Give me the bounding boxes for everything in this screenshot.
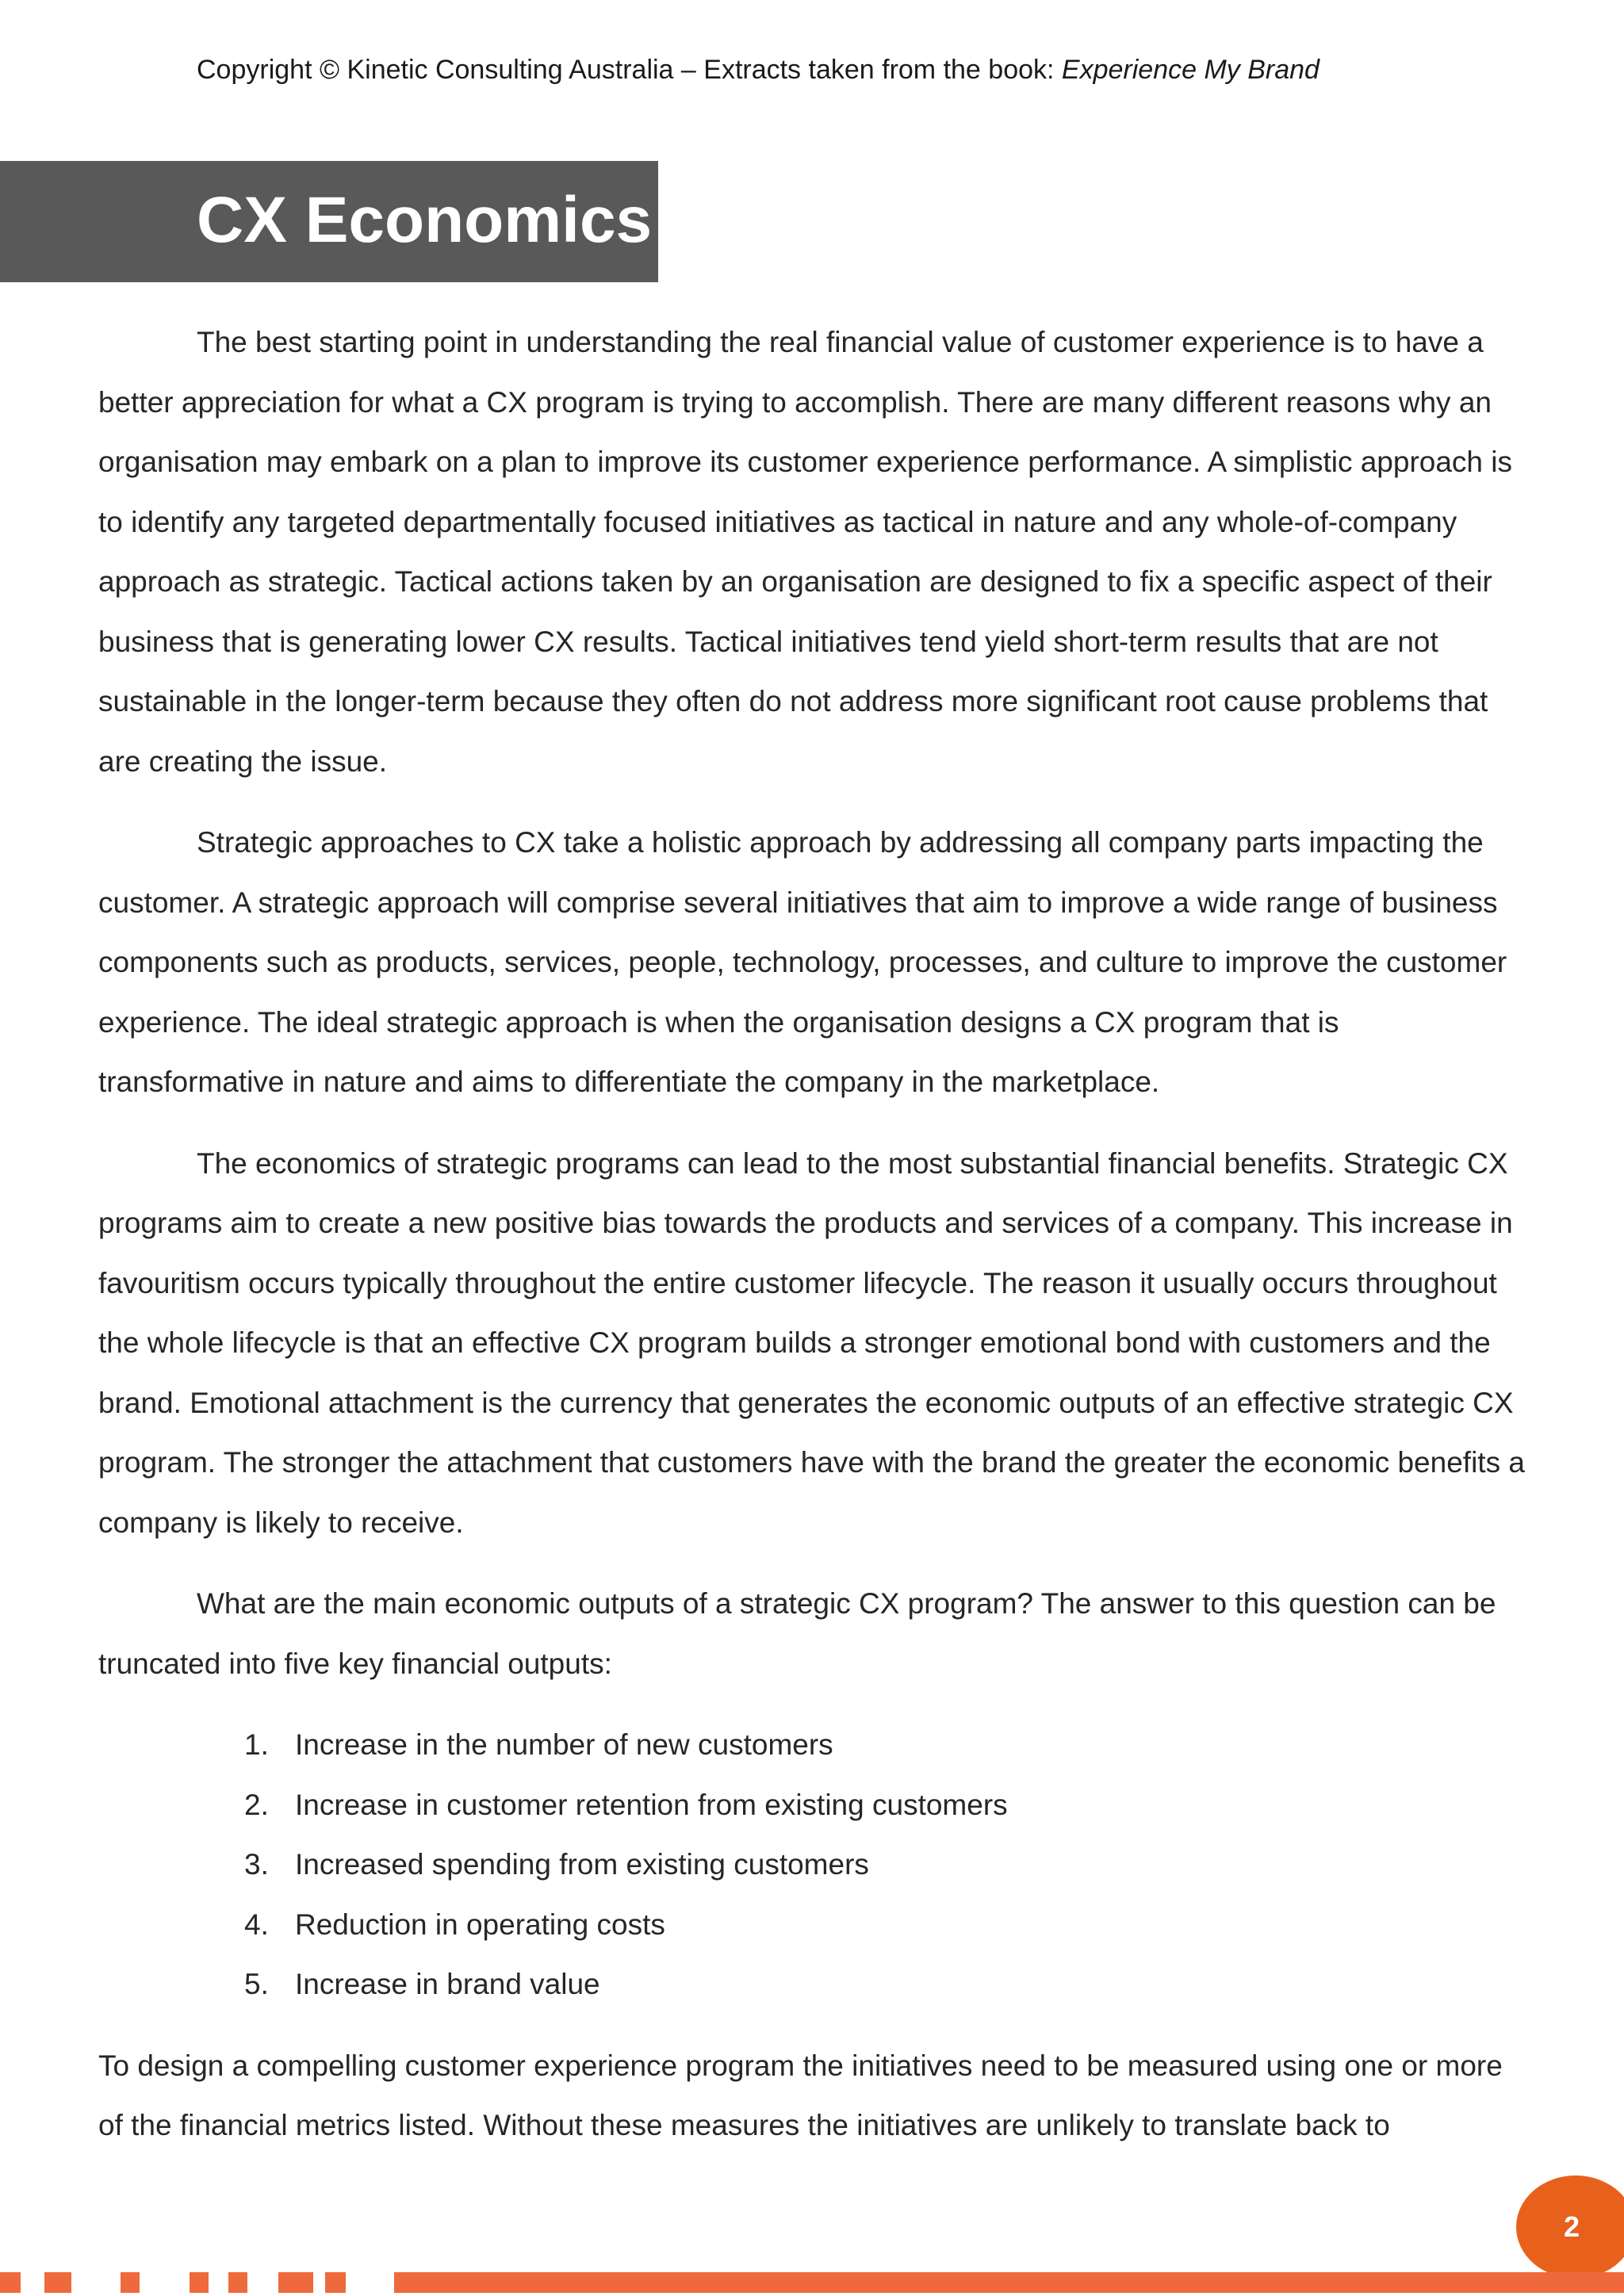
list-item: [98, 1835, 1526, 1895]
page-number-badge: [1516, 2175, 1624, 2279]
footer-bar-segment: [278, 2272, 313, 2293]
section-title: CX Economics: [197, 184, 653, 256]
list-item: [98, 1715, 1526, 1775]
paragraph-2: Strategic approaches to CX take a holistic approach by addressing all company parts impacting the customer. A strategic approach will comprise several initiatives that aim to improve a wide range of business components such as products, services, people, technology, processes, and culture to improve the customer experience. The ideal strategic approach is when the organisation designs a CX program that is transformative in nature and aims to differentiate the company in the marketplace.: [98, 826, 1507, 1098]
list-item-number: 3.: [244, 1848, 269, 1881]
list-item: [98, 1954, 1526, 2015]
list-item-text: Reduction in operating costs: [295, 1908, 665, 1941]
copyright-text: Copyright © Kinetic Consulting Australia – Extracts taken from the book:: [197, 55, 1062, 85]
footer-bar-segment: [228, 2272, 247, 2293]
paragraph-1: The best starting point in understanding the real financial value of customer experience is to have a better appreciation for what a CX program is trying to accomplish. There are many different reasons why an organisation may embark on a plan to improve its customer experience performance. A simplistic approach is to identify any targeted departmentally focused initiatives as tactical in nature and any whole-of-company approach as strategic. Tactical actions taken by an organisation are designed to fix a specific aspect of their business that is generating lower CX results. Tactical initiatives tend yield short-term results that are not sustainable in the longer-term because they often do not address more significant root cause problems that are creating the issue.: [98, 326, 1513, 778]
page-body: [98, 312, 1526, 2177]
footer-bar-segment: [44, 2272, 71, 2293]
list-item-text: Increase in the number of new customers: [295, 1728, 833, 1761]
footer-bar-segment: [0, 2272, 21, 2293]
list-item: [98, 1775, 1526, 1835]
footer-bar-segment: [121, 2272, 140, 2293]
page-number: 2: [1563, 2210, 1580, 2243]
footer-bar-segment: [190, 2272, 209, 2293]
paragraph-3: The economics of strategic programs can lead to the most substantial financial benefits. Strategic CX programs aim to create a new positive bias towards the products and services of a company. This increase in favouritism occurs typically throughout the entire customer lifecycle. The reason it usually occurs throughout the whole lifecycle is that an effective CX program builds a stronger emotional bond with customers and the brand. Emotional attachment is the currency that generates the economic outputs of an effective strategic CX program. The stronger the attachment that customers have with the brand the greater the economic benefits a company is likely to receive.: [98, 1146, 1525, 1539]
list-item-number: 5.: [244, 1968, 269, 2000]
list-item-text: Increased spending from existing customers: [295, 1848, 869, 1881]
footer-bar-segment: [394, 2272, 1624, 2293]
footer-bar-segment: [325, 2272, 346, 2293]
book-title: Experience My Brand: [1061, 55, 1320, 85]
list-item: [98, 1895, 1526, 1955]
paragraph-5: To design a compelling customer experience program the initiatives need to be measured using one or more of the financial metrics listed. Without these measures the initiatives are unlikely to translate back to: [98, 2049, 1503, 2141]
list-item-number: 1.: [244, 1728, 269, 1761]
list-item-number: 4.: [244, 1908, 269, 1941]
section-title-band: [0, 161, 658, 282]
paragraph-4: What are the main economic outputs of a strategic CX program? The answer to this question can be truncated into five key financial outputs:: [98, 1587, 1496, 1680]
financial-outputs-list: [98, 1715, 1526, 2015]
footer-decorative-bar: [0, 2272, 1624, 2293]
list-item-number: 2.: [244, 1788, 269, 1821]
copyright-line: [197, 51, 1320, 89]
list-item-text: Increase in brand value: [295, 1968, 600, 2000]
list-item-text: Increase in customer retention from existing customers: [295, 1788, 1008, 1821]
